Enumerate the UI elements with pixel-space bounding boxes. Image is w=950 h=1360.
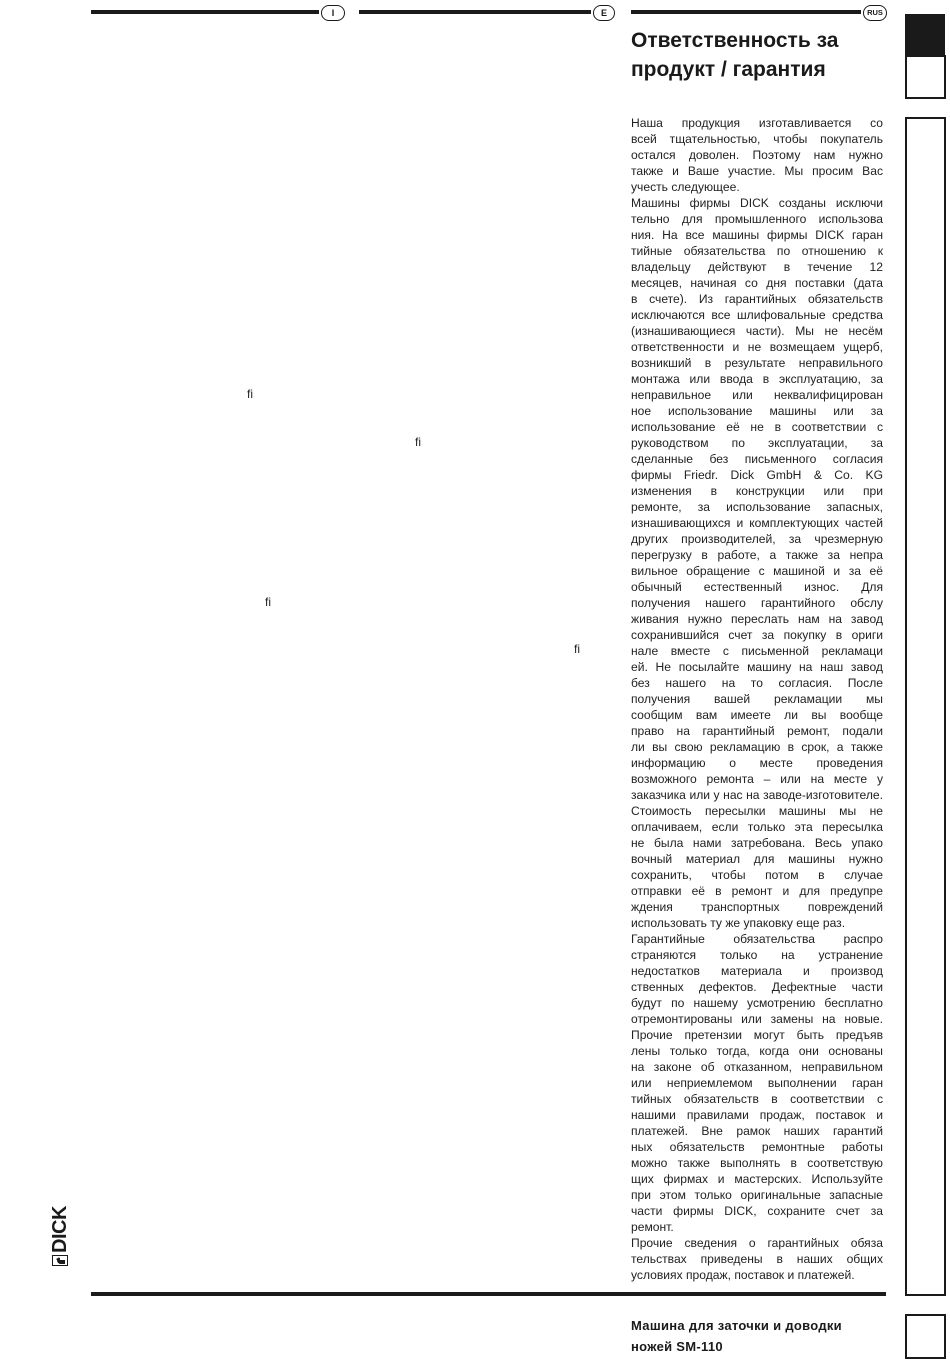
section-tab-outline-top	[905, 55, 946, 99]
page-title-line: Ответственность за	[631, 29, 839, 52]
text-line: ли вы свою рекламацию в срок, а также	[631, 740, 883, 754]
text-line: владельцу действуют в течение 12	[631, 260, 883, 274]
footer-product-title	[631, 1315, 891, 1357]
footer-title-line: ножей SM-110	[631, 1339, 723, 1354]
header-rule-italian	[91, 10, 319, 14]
text-line: ей. Не посылайте машину на наш завод	[631, 660, 883, 674]
text-line: неправильное или неквалифицирован	[631, 388, 883, 402]
text-line: использовать ту же упаковку еще раз.	[631, 916, 846, 930]
text-line: всей тщательностью, чтобы покупатель	[631, 132, 883, 146]
text-line: отправки её в ремонт и для предупре	[631, 884, 883, 898]
footer-rule	[91, 1292, 886, 1296]
text-line: тельно для промышленного использова	[631, 212, 883, 226]
warranty-text	[631, 115, 883, 1283]
text-line: ремонт.	[631, 1220, 674, 1234]
text-line: нале вместе с письменной рекламаци	[631, 644, 883, 658]
text-line: тийные обязательства по отношению к	[631, 244, 883, 258]
text-line: Прочие претензии могут быть предъяв	[631, 1028, 883, 1042]
section-tab-outline-bottom	[905, 1314, 946, 1359]
language-badge-italian	[321, 5, 345, 21]
page-title-line: продукт / гарантия	[631, 58, 826, 81]
text-line: на законе об отказанном, неправильном	[631, 1060, 883, 1074]
text-line: руководством по эксплуатации, за	[631, 436, 883, 450]
text-line: страняются только на устранение	[631, 948, 883, 962]
text-line: информацию о месте проведения	[631, 756, 883, 770]
text-line: будут по нашему усмотрению бесплатно	[631, 996, 883, 1010]
text-line: других производителей, за чрезмерную	[631, 532, 883, 546]
language-label-spanish: E	[600, 8, 607, 18]
text-line: тийных обязательств в соответствии с	[631, 1092, 883, 1106]
language-badge-russian	[863, 5, 887, 21]
text-line: ремонте, за использование запасных,	[631, 500, 883, 514]
text-line: возможного ремонта – или на месте у	[631, 772, 883, 786]
header-rule-spanish	[359, 10, 591, 14]
text-line: нашими правилами продаж, поставок и	[631, 1108, 883, 1122]
text-line: недостатков материала и производ	[631, 964, 883, 978]
text-line: Стоимость пересылки машины мы не	[631, 804, 883, 818]
text-line: оплачиваем, если только эта пересылка	[631, 820, 883, 834]
text-line: остался доволен. Поэтому нам нужно	[631, 148, 883, 162]
text-line: учесть следующее.	[631, 180, 740, 194]
text-line: ния. На все машины фирмы DICK гаран	[631, 228, 883, 242]
text-line: сообщим вам имеете ли вы вообще	[631, 708, 883, 722]
section-tab-active	[905, 14, 945, 57]
text-line: обычный естественный износ. Для	[631, 580, 883, 594]
text-line: лены только тогда, когда они основаны	[631, 1044, 883, 1058]
language-badge-spanish	[593, 5, 615, 21]
text-line: при этом только оригинальные запасные	[631, 1188, 883, 1202]
text-line: тельствах приведены в наших общих	[631, 1252, 883, 1266]
text-line: ных обязательств ремонтные работы	[631, 1140, 883, 1154]
text-line: изменения в конструкции или при	[631, 484, 883, 498]
text-line: возникший в результате неправильного	[631, 356, 883, 370]
text-line: Наша продукция изготавливается со	[631, 116, 883, 130]
text-line: отремонтированы или замены на новые.	[631, 1012, 883, 1026]
section-tab-outline-main	[905, 117, 946, 1296]
text-line: использование её не в соответствии с	[631, 420, 883, 434]
text-line: заказчика или у нас на заводе-изготовителе.	[631, 788, 883, 802]
text-line: вильное обращение с машиной и за её	[631, 564, 883, 578]
text-line: не была нами затребована. Весь упако	[631, 836, 883, 850]
text-line: части фирмы DICK, сохраните счет за	[631, 1204, 883, 1218]
stray-ligature: fi	[247, 387, 253, 401]
logo-text: DICK	[49, 1206, 71, 1253]
text-line: в счете). Из гарантийных обязательств	[631, 292, 883, 306]
text-line: Гарантийные обязательства распро	[631, 932, 883, 946]
text-line: или неприемлемом выполнении гаран	[631, 1076, 883, 1090]
text-line: ное использование машины или за	[631, 404, 883, 418]
footer-title-line: Машина для заточки и доводки	[631, 1318, 842, 1333]
text-line: сохранившийся счет за покупку в ориги	[631, 628, 883, 642]
text-line: сделанные без письменного согласия	[631, 452, 883, 466]
text-line: исключаются все шлифовальные средства	[631, 308, 883, 322]
text-line: изнашивающихся и комплектующих частей	[631, 516, 883, 530]
text-line: (изнашивающиеся части). Мы не несём	[631, 324, 883, 338]
text-line: получения вашей рекламации мы	[631, 692, 883, 706]
text-line: можно также выполнять в соответствую	[631, 1156, 883, 1170]
language-label-russian: RUS	[867, 8, 883, 17]
text-line: щих фирмах и мастерских. Используйте	[631, 1172, 883, 1186]
text-line: ственных дефектов. Дефектные части	[631, 980, 883, 994]
text-line: живания нужно переслать нам на завод	[631, 612, 883, 626]
text-line: месяцев, начиная со дня поставки (дата	[631, 276, 883, 290]
stray-ligature: fi	[415, 435, 421, 449]
logo-mark-icon	[52, 1255, 68, 1266]
text-line: ответственности и не возмещаем ущерб,	[631, 340, 883, 354]
text-line: платежей. Вне рамок наших гарантий	[631, 1124, 883, 1138]
text-line: вочный материал для машины нужно	[631, 852, 883, 866]
stray-ligature: fi	[574, 642, 580, 656]
text-line: без нашего на то согласия. После	[631, 676, 883, 690]
horse-emblem-icon	[55, 1256, 66, 1265]
text-line: также и Ваше участие. Мы просим Вас	[631, 164, 883, 178]
text-line: ждения транспортных повреждений	[631, 900, 883, 914]
text-line: монтажа или ввода в эксплуатацию, за	[631, 372, 883, 386]
stray-ligature: fi	[265, 595, 271, 609]
header-rule-russian	[631, 10, 861, 14]
dick-logo	[40, 1206, 80, 1266]
text-line: Прочие сведения о гарантийных обяза	[631, 1236, 883, 1250]
text-line: Машины фирмы DICK созданы исключи	[631, 196, 883, 210]
text-line: получения нашего гарантийного обслу	[631, 596, 883, 610]
text-line: фирмы Friedr. Dick GmbH & Co. KG	[631, 468, 883, 482]
language-label-italian: I	[331, 8, 335, 18]
page-title	[631, 26, 901, 84]
text-line: условиях продаж, поставок и платежей.	[631, 1268, 855, 1282]
text-line: сохранить, чтобы потом в случае	[631, 868, 883, 882]
text-line: право на гарантийный ремонт, подали	[631, 724, 883, 738]
text-line: перегрузку в работе, а также за непра	[631, 548, 883, 562]
